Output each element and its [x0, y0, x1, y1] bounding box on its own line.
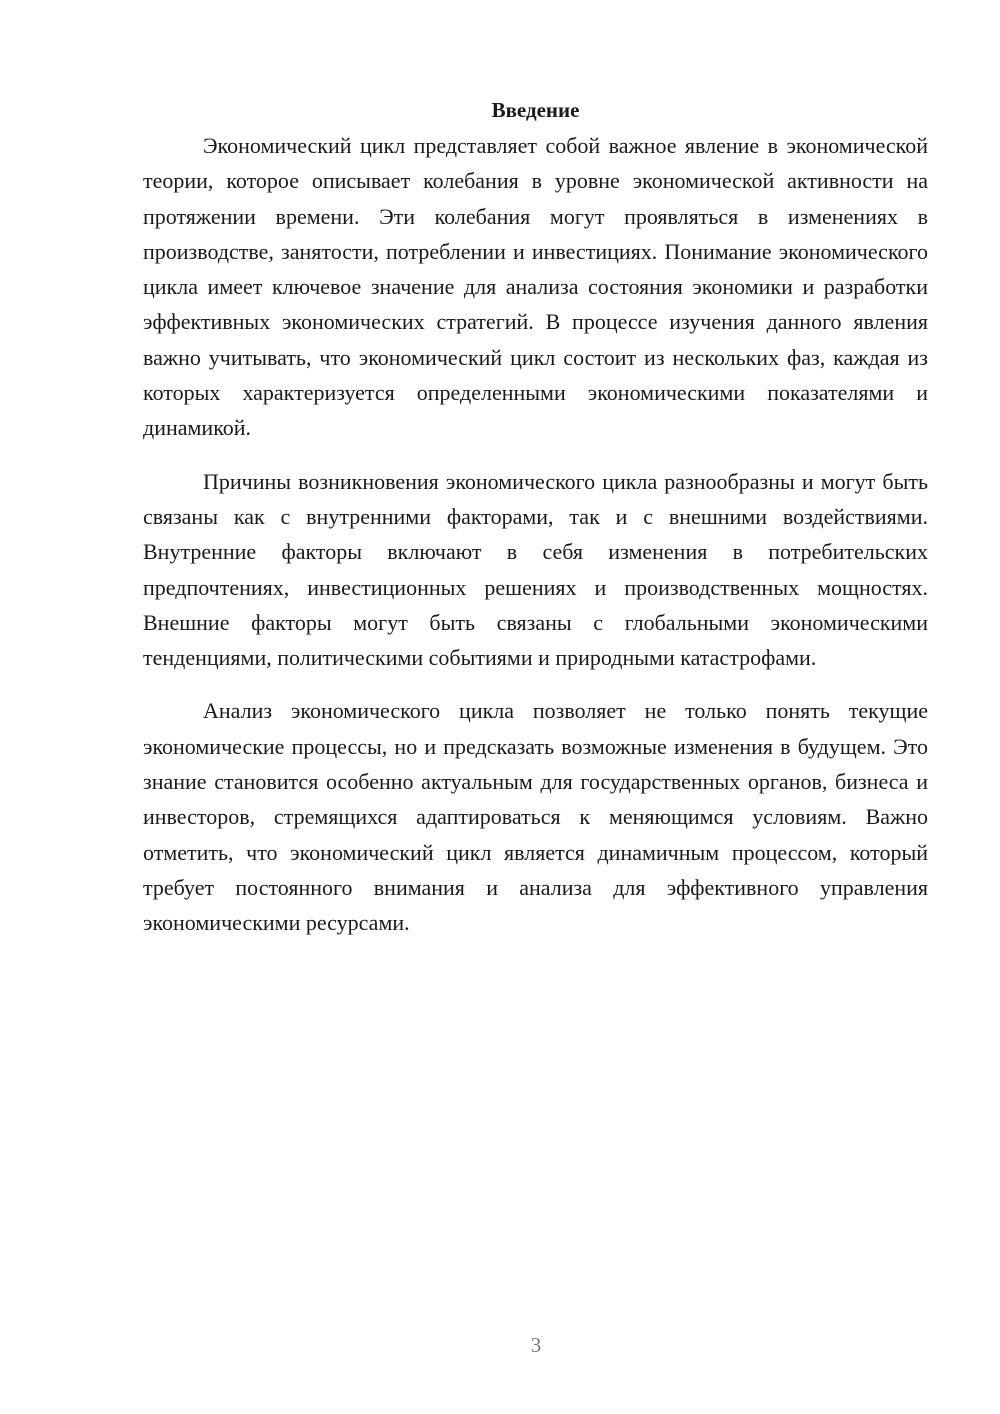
section-title: Введение: [491, 98, 580, 122]
paragraph-1: Экономический цикл представляет собой важное явление в экономической теории, которое описывает колебания в уровне экономической активности на протяжении времени. Эти колебания могут проявляться в изменениях в производстве, занятости, потреблении и инвестициях. Понимание экономического цикла имеет ключевое значение для анализа состояния экономики и разработки эффективных экономических стратегий. В процессе изучения данного явления важно учитывать, что экономический цикл состоит из нескольких фаз, каждая из которых характеризуется определенными экономическими показателями и динамикой.: [143, 133, 928, 441]
page-content: [143, 92, 928, 941]
paragraph-3: Анализ экономического цикла позволяет не только понять текущие экономические процессы, но и предсказать возможные изменения в будущем. Это знание становится особенно актуальным для государственных органов, бизнеса и инвесторов, стремящихся адаптироваться к меняющимся условиям. Важно отметить, что экономический цикл является динамичным процессом, который требует постоянного внимания и анализа для эффективного управления экономическими ресурсами.: [143, 698, 928, 936]
paragraph-2: Причины возникновения экономического цикла разнообразны и могут быть связаны как с внутренними факторами, так и с внешними воздействиями. Внутренние факторы включают в себя изменения в потребительских предпочтениях, инвестиционных решениях и производственных мощностях. Внешние факторы могут быть связаны с глобальными экономическими тенденциями, политическими событиями и природными катастрофами.: [143, 468, 928, 671]
page-number: 3: [530, 1333, 542, 1357]
